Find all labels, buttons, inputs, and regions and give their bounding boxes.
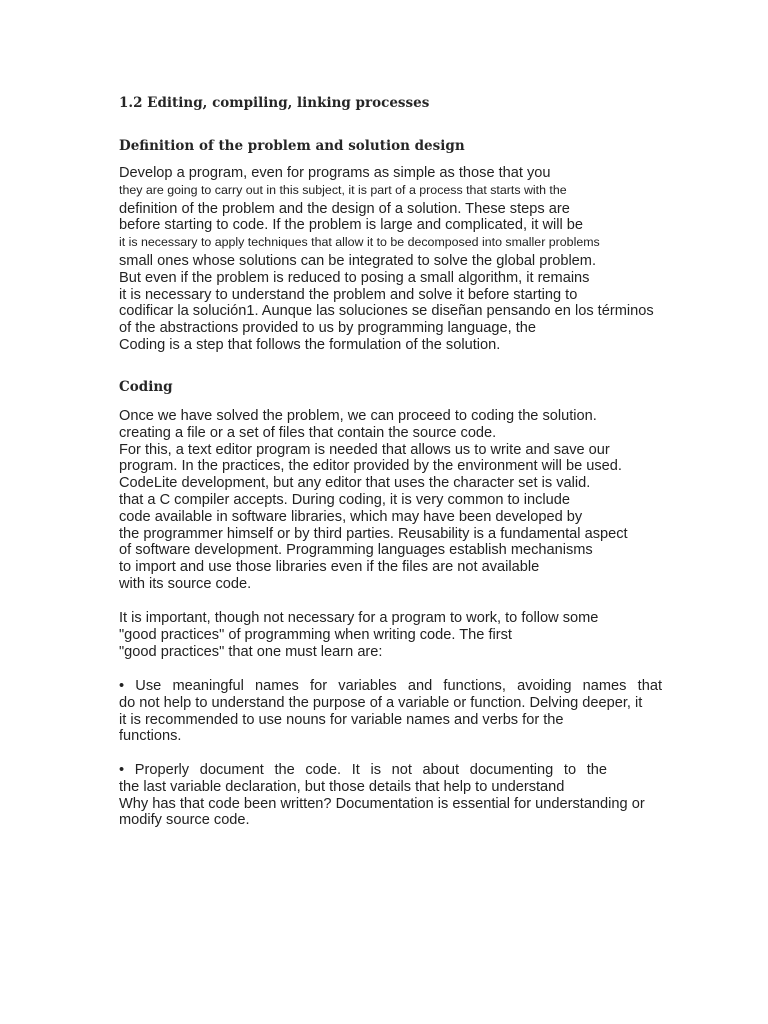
text-line: before starting to code. If the problem is large and complicated, it will be xyxy=(119,217,583,234)
subsection-heading-coding: Coding xyxy=(119,379,173,395)
text-line: "good practices" that one must learn are: xyxy=(119,643,383,660)
text-line: • Use meaningful names for variables and functions, avoiding names that xyxy=(119,678,662,694)
text-line: functions. xyxy=(119,728,182,745)
text-line: to import and use those libraries even if the files are not available xyxy=(119,559,540,576)
bullet-document-code xyxy=(119,762,645,829)
text-line: Once we have solved the problem, we can proceed to coding the solution. xyxy=(119,408,597,424)
text-line: codificar la solución1. Aunque las soluciones se diseñan pensando en los términos xyxy=(119,303,654,320)
text-line: creating a file or a set of files that contain the source code. xyxy=(119,424,497,441)
text-line: it is necessary to understand the problem and solve it before starting to xyxy=(119,286,578,303)
text-line: that a C compiler accepts. During coding, it is very common to include xyxy=(119,491,570,508)
bullet-meaningful-names xyxy=(119,678,662,745)
text-line: it is necessary to apply techniques that allow it to be decomposed into smaller problems xyxy=(119,235,600,250)
text-line: of software development. Programming languages establish mechanisms xyxy=(119,542,593,559)
text-line: program. In the practices, the editor provided by the environment will be used. xyxy=(119,458,622,475)
text-line: Why has that code been written? Documentation is essential for understanding or xyxy=(119,795,645,812)
text-line: It is important, though not necessary for a program to work, to follow some xyxy=(119,610,599,626)
text-line: definition of the problem and the design of a solution. These steps are xyxy=(119,200,570,217)
text-line: Develop a program, even for programs as simple as those that you xyxy=(119,165,551,181)
text-line: "good practices" of programming when writing code. The first xyxy=(119,626,512,643)
text-line: do not help to understand the purpose of a variable or function. Delving deeper, it xyxy=(119,694,643,711)
text-line: code available in software libraries, which may have been developed by xyxy=(119,508,583,525)
text-line: they are going to carry out in this subject, it is part of a process that starts with the xyxy=(119,182,567,197)
text-line: of the abstractions provided to us by programming language, the xyxy=(119,320,536,337)
section-heading: 1.2 Editing, compiling, linking processes xyxy=(119,95,430,111)
text-line: For this, a text editor program is needed that allows us to write and save our xyxy=(119,441,610,458)
text-line: Coding is a step that follows the formulation of the solution. xyxy=(119,336,501,353)
text-line: the programmer himself or by third parties. Reusability is a fundamental aspect xyxy=(119,525,628,542)
subsection-heading-problem-definition: Definition of the problem and solution design xyxy=(119,138,465,154)
paragraph-coding-1 xyxy=(119,408,628,593)
text-line: it is recommended to use nouns for variable names and verbs for the xyxy=(119,711,564,728)
text-line: modify source code. xyxy=(119,812,250,829)
paragraph-coding-2 xyxy=(119,610,598,660)
text-line: with its source code. xyxy=(119,575,252,592)
text-line: • Properly document the code. It is not about documenting to the xyxy=(119,762,607,778)
text-line: CodeLite development, but any editor that uses the character set is valid. xyxy=(119,475,591,492)
text-line: But even if the problem is reduced to posing a small algorithm, it remains xyxy=(119,269,590,286)
paragraph-problem-definition xyxy=(119,165,654,354)
text-line: the last variable declaration, but those details that help to understand xyxy=(119,778,565,795)
text-line: small ones whose solutions can be integrated to solve the global problem. xyxy=(119,252,597,269)
